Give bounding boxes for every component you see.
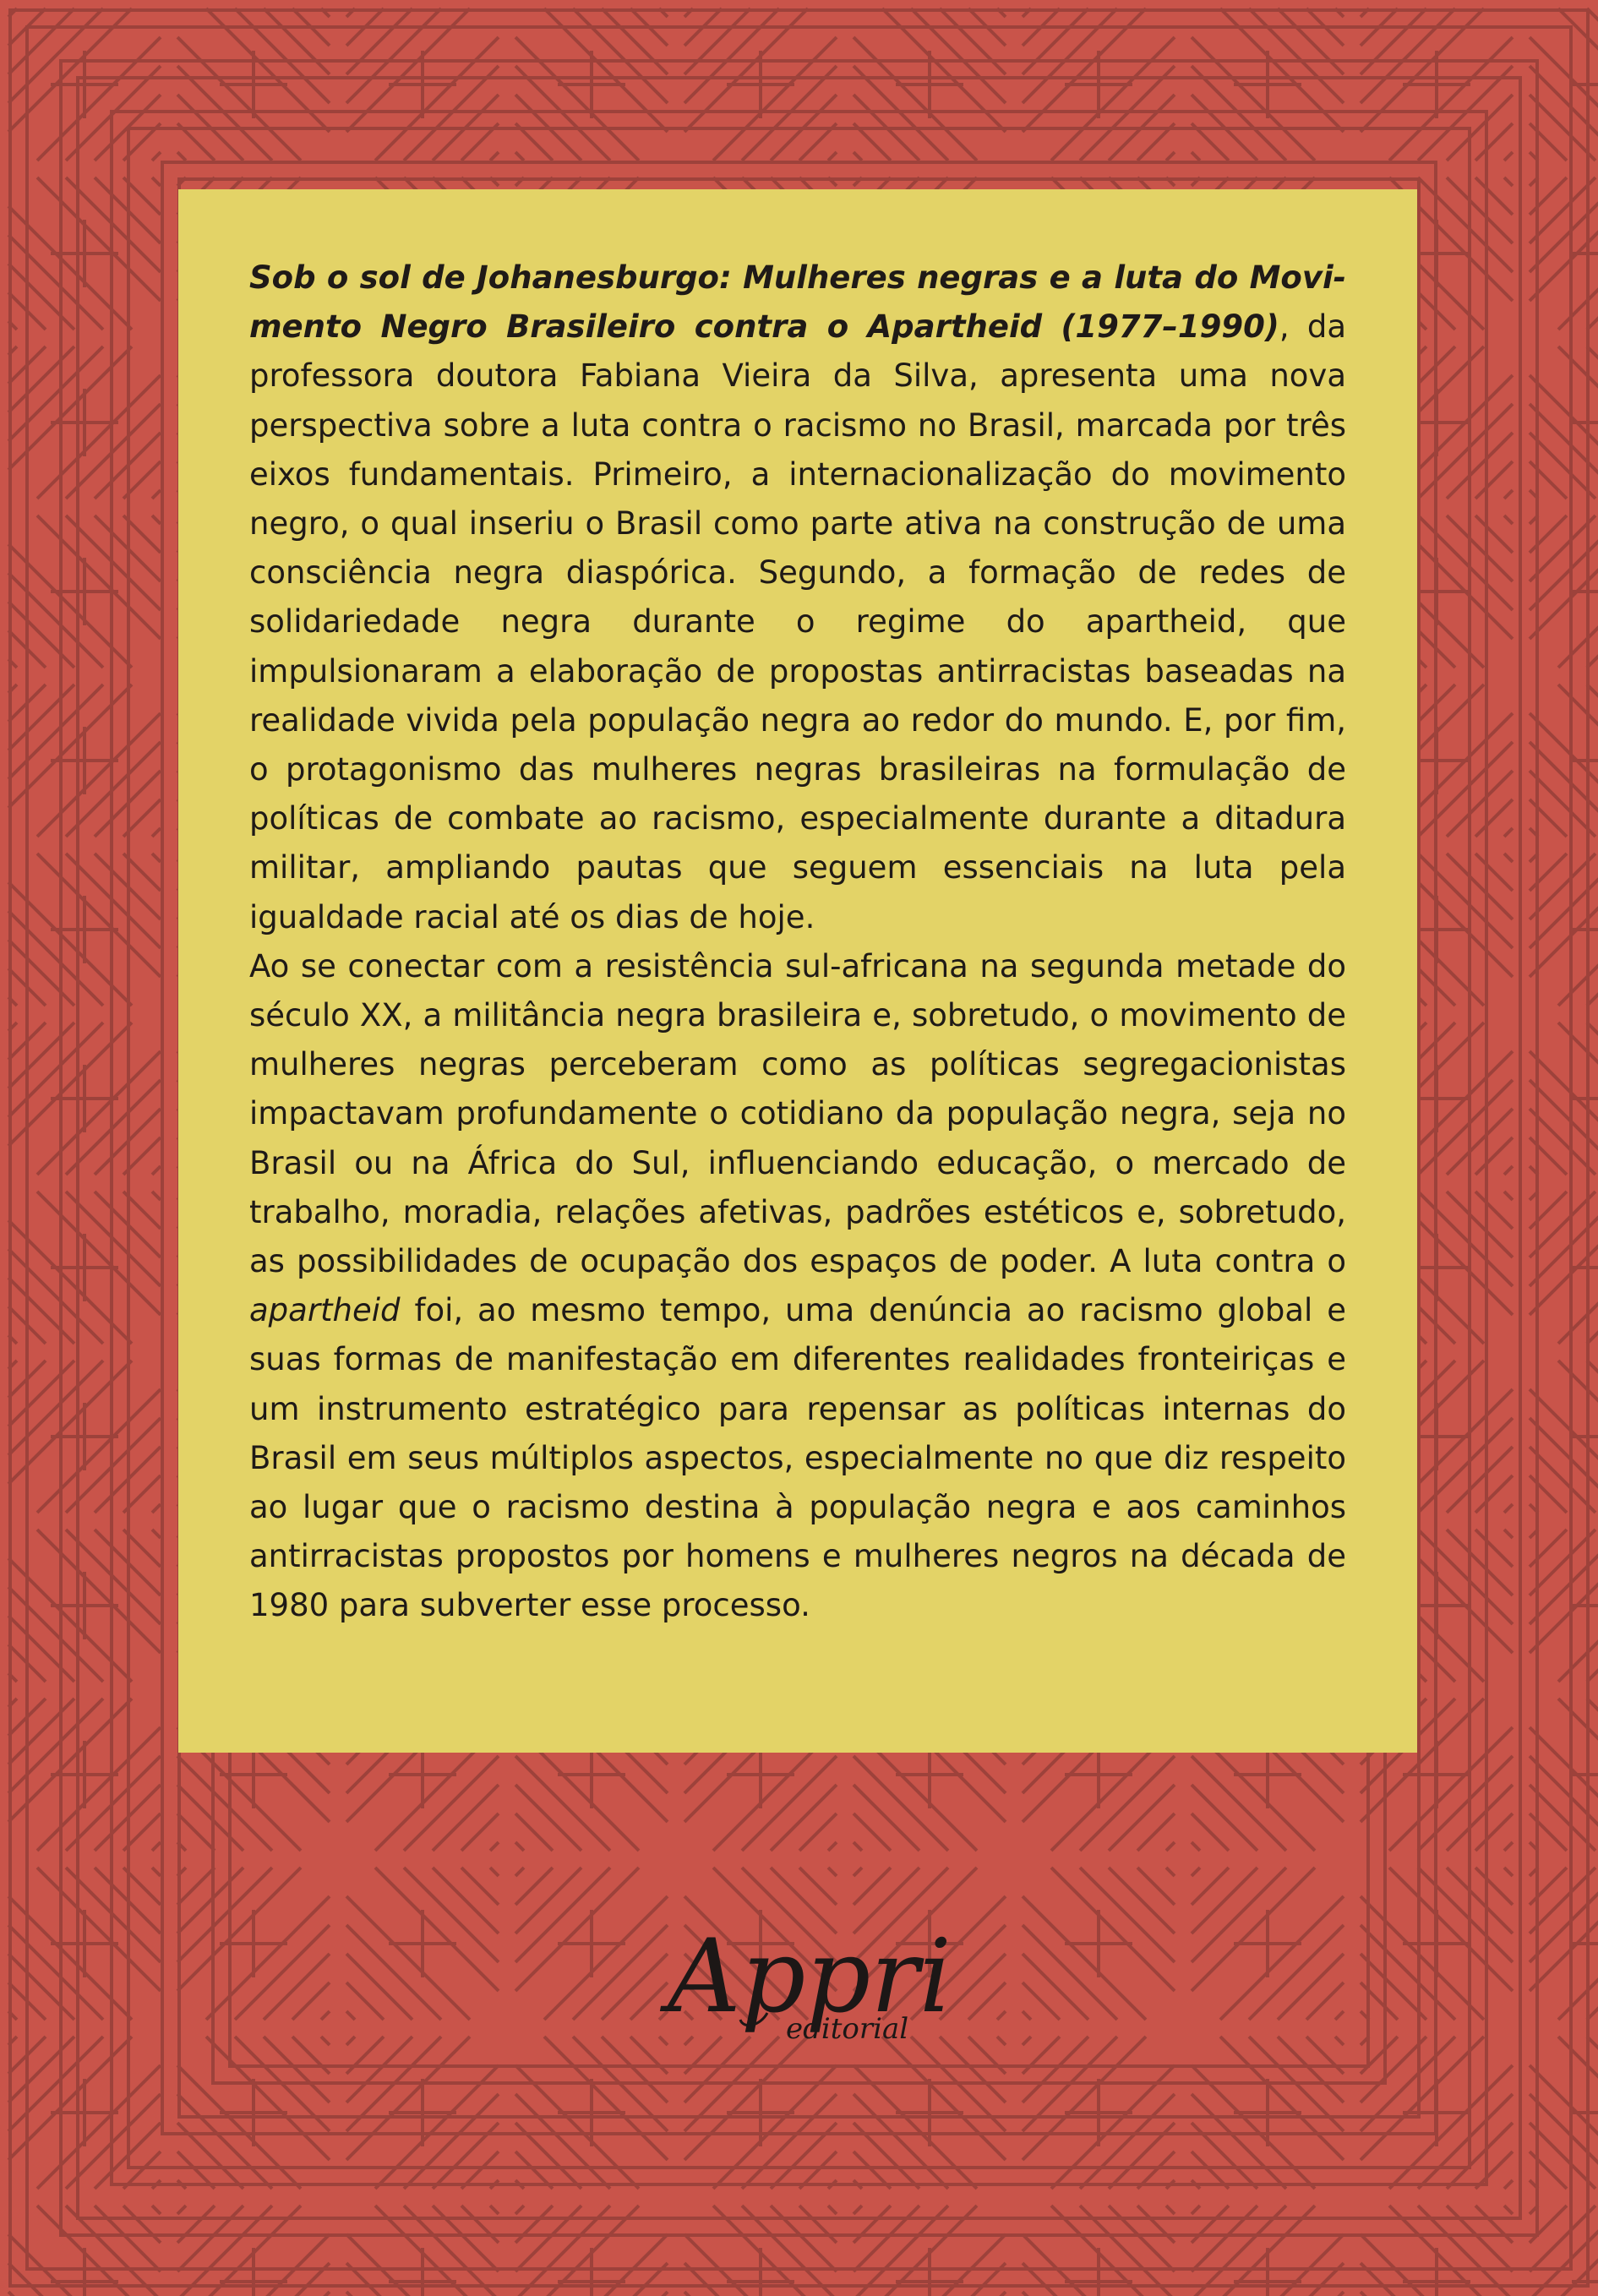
paragraph-2-text-after: foi, ao mesmo tempo, uma denúncia ao racismo global e suas formas de manifestação em diferentes realidades fronteiriças e um instrumento estratégico para repensar as políticas internas do Brasil em seus múltiplos aspectos, especialmente no que diz respeito ao lugar que o racismo destina à população negra e aos caminhos antirracistas propostos por homens e mulheres negros na década de 1980 para subverter esse processo. — [249, 1292, 1346, 1624]
logo-subtitle: editorial — [786, 2012, 909, 2046]
paragraph-2-text-before: Ao se conectar com a resistência sul-africana na segunda metade do século XX, a militância negra brasileira e, sobretudo, o movimento de mulheres negras perceberam como as políticas segregacionistas impactavam profundamente o cotidiano da população negra, seja no Brasil ou na África do Sul, influenciando educação, o mercado de trabalho, moradia, relações afetivas, padrões estéticos e, sobretudo, as possibilidades de ocupação dos espaços de poder. A luta contra o — [249, 947, 1346, 1280]
description-panel — [178, 189, 1417, 1753]
appris-editorial-logo — [659, 1912, 946, 2047]
description-paragraph-1 — [249, 254, 1346, 942]
description-paragraph-2 — [249, 942, 1346, 1631]
book-title: Sob o sol de Johanesburgo: Mulheres negras e a luta do Movimento Negro Brasileiro contra o Apartheid (1977–1990) — [249, 259, 1346, 346]
paragraph-1-body: , da professora doutora Fabiana Vieira da Silva, apresenta uma nova perspectiva sobre a luta contra o racismo no Brasil, marcada por três eixos fundamentais. Primeiro, a internacionalização do movimento negro, o qual inseriu o Brasil como parte ativa na construção de uma consciência negra diaspórica. Segundo, a formação de redes de solidariedade negra durante o regime do apartheid, que impulsionaram a elaboração de propostas antirracistas baseadas na realidade vivida pela população negra ao redor do mundo. E, por fim, o protagonismo das mulheres negras brasileiras na formulação de políticas de combate ao racismo, especialmente durante a ditadura militar, ampliando pautas que seguem essenciais na luta pela igualdade racial até os dias de hoje. — [249, 308, 1347, 935]
italic-term-apartheid: apartheid — [249, 1292, 401, 1329]
logo-wordmark: Appr — [668, 1918, 919, 2036]
